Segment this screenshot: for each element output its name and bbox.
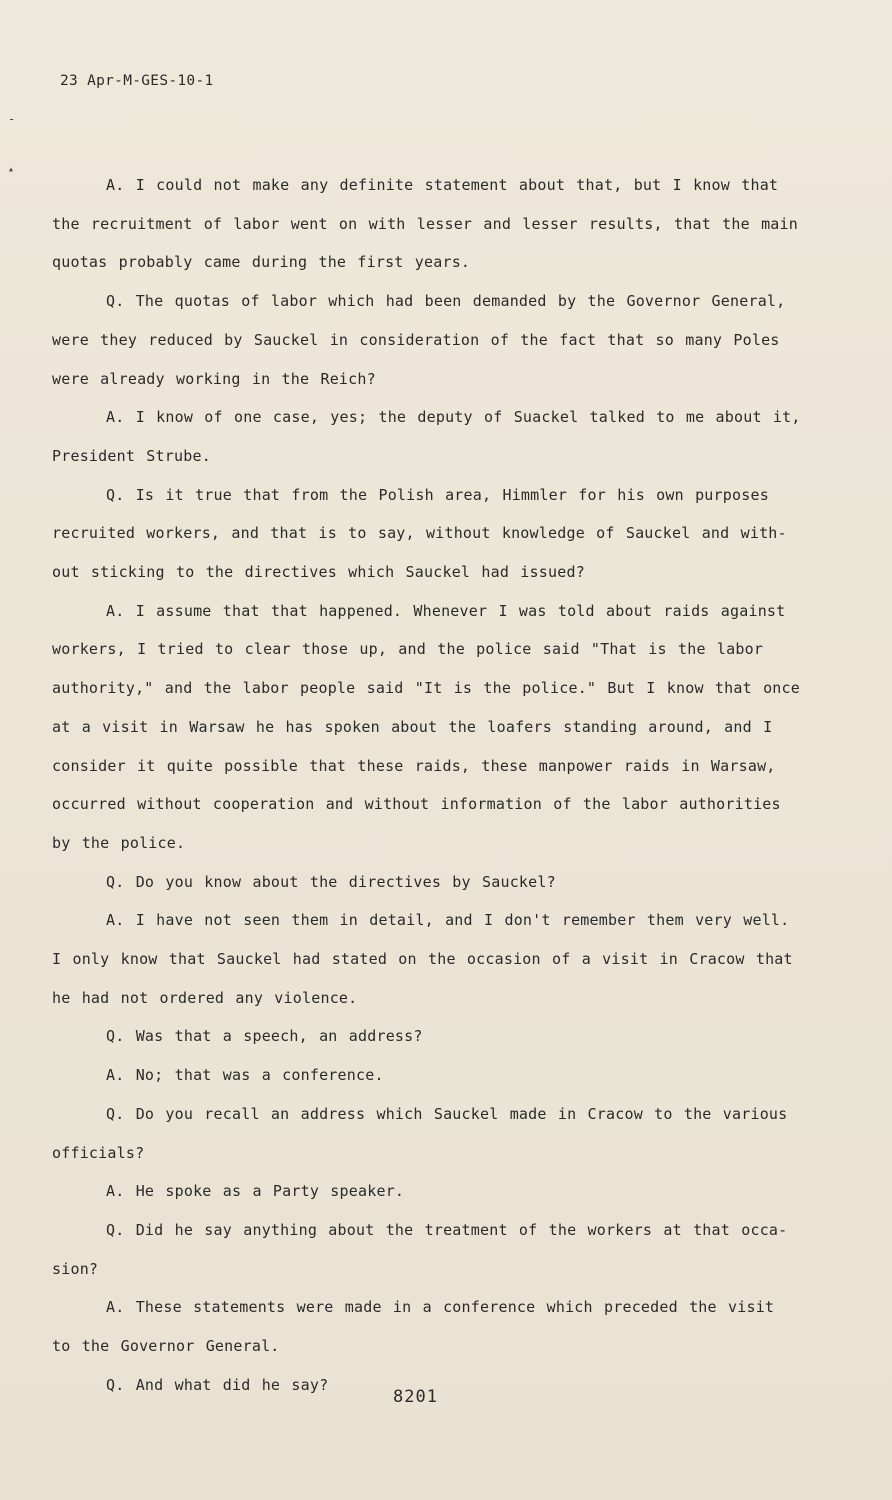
transcript-line: he had not ordered any violence. <box>52 988 358 1007</box>
transcript-line: at a visit in Warsaw he has spoken about the loafers standing around, and I <box>52 717 773 736</box>
transcript-line: A. I assume that that happened. Whenever I was told about raids against <box>106 601 786 620</box>
margin-dash-mark: - <box>8 112 16 126</box>
transcript-line: Q. And what did he say? <box>106 1375 329 1394</box>
transcript-line: by the police. <box>52 833 186 852</box>
transcript-line: A. No; that was a conference. <box>106 1066 384 1085</box>
transcript-line: workers, I tried to clear those up, and the police said "That is the labor <box>52 640 764 659</box>
transcript-line: quotas probably came during the first years. <box>52 253 471 272</box>
transcript-line: Q. Was that a speech, an address? <box>106 1027 423 1046</box>
transcript-line: were already working in the Reich? <box>52 369 376 388</box>
transcript-line: A. These statements were made in a conference which preceded the visit <box>106 1298 775 1317</box>
transcript-line: out sticking to the directives which Sauckel had issued? <box>52 563 585 582</box>
margin-bullet-mark: ▴ <box>8 164 15 175</box>
transcript-line: A. I know of one case, yes; the deputy of Suackel talked to me about it, <box>106 408 801 427</box>
transcript-line: consider it quite possible that these raids, these manpower raids in Warsaw, <box>52 756 776 775</box>
transcript-line: occurred without cooperation and without information of the labor authorities <box>52 795 781 814</box>
transcript-line: authority," and the labor people said "It is the police." But I know that once <box>52 679 800 698</box>
transcript-line: the recruitment of labor went on with lesser and lesser results, that the main <box>52 214 798 233</box>
transcript-line: Q. Do you recall an address which Sauckel made in Cracow to the various <box>106 1104 788 1123</box>
transcript-line: officials? <box>52 1143 145 1162</box>
transcript-line: A. I have not seen them in detail, and I don't remember them very well. <box>106 911 790 930</box>
transcript-line: recruited workers, and that is to say, without knowledge of Sauckel and with- <box>52 524 787 543</box>
transcript-line: Q. The quotas of labor which had been demanded by the Governor General, <box>106 292 786 311</box>
page-number: 8201 <box>393 1387 438 1407</box>
transcript-line: A. I could not make any definite statement about that, but I know that <box>106 176 779 194</box>
transcript-line: were they reduced by Sauckel in consideration of the fact that so many Poles <box>52 330 780 349</box>
transcript-body <box>52 166 822 1405</box>
transcript-line: Q. Did he say anything about the treatment of the workers at that occa- <box>106 1220 788 1239</box>
transcript-line: Q. Do you know about the directives by Sauckel? <box>106 872 556 891</box>
document-reference: 23 Apr-M-GES-10-1 <box>60 73 214 89</box>
transcript-line: President Strube. <box>52 446 211 465</box>
transcript-line: I only know that Sauckel had stated on the occasion of a visit in Cracow that <box>52 950 793 969</box>
transcript-line: A. He spoke as a Party speaker. <box>106 1182 405 1201</box>
transcript-line: to the Governor General. <box>52 1337 280 1356</box>
transcript-line: Q. Is it true that from the Polish area, Himmler for his own purposes <box>106 485 769 504</box>
transcript-line: sion? <box>52 1259 99 1278</box>
